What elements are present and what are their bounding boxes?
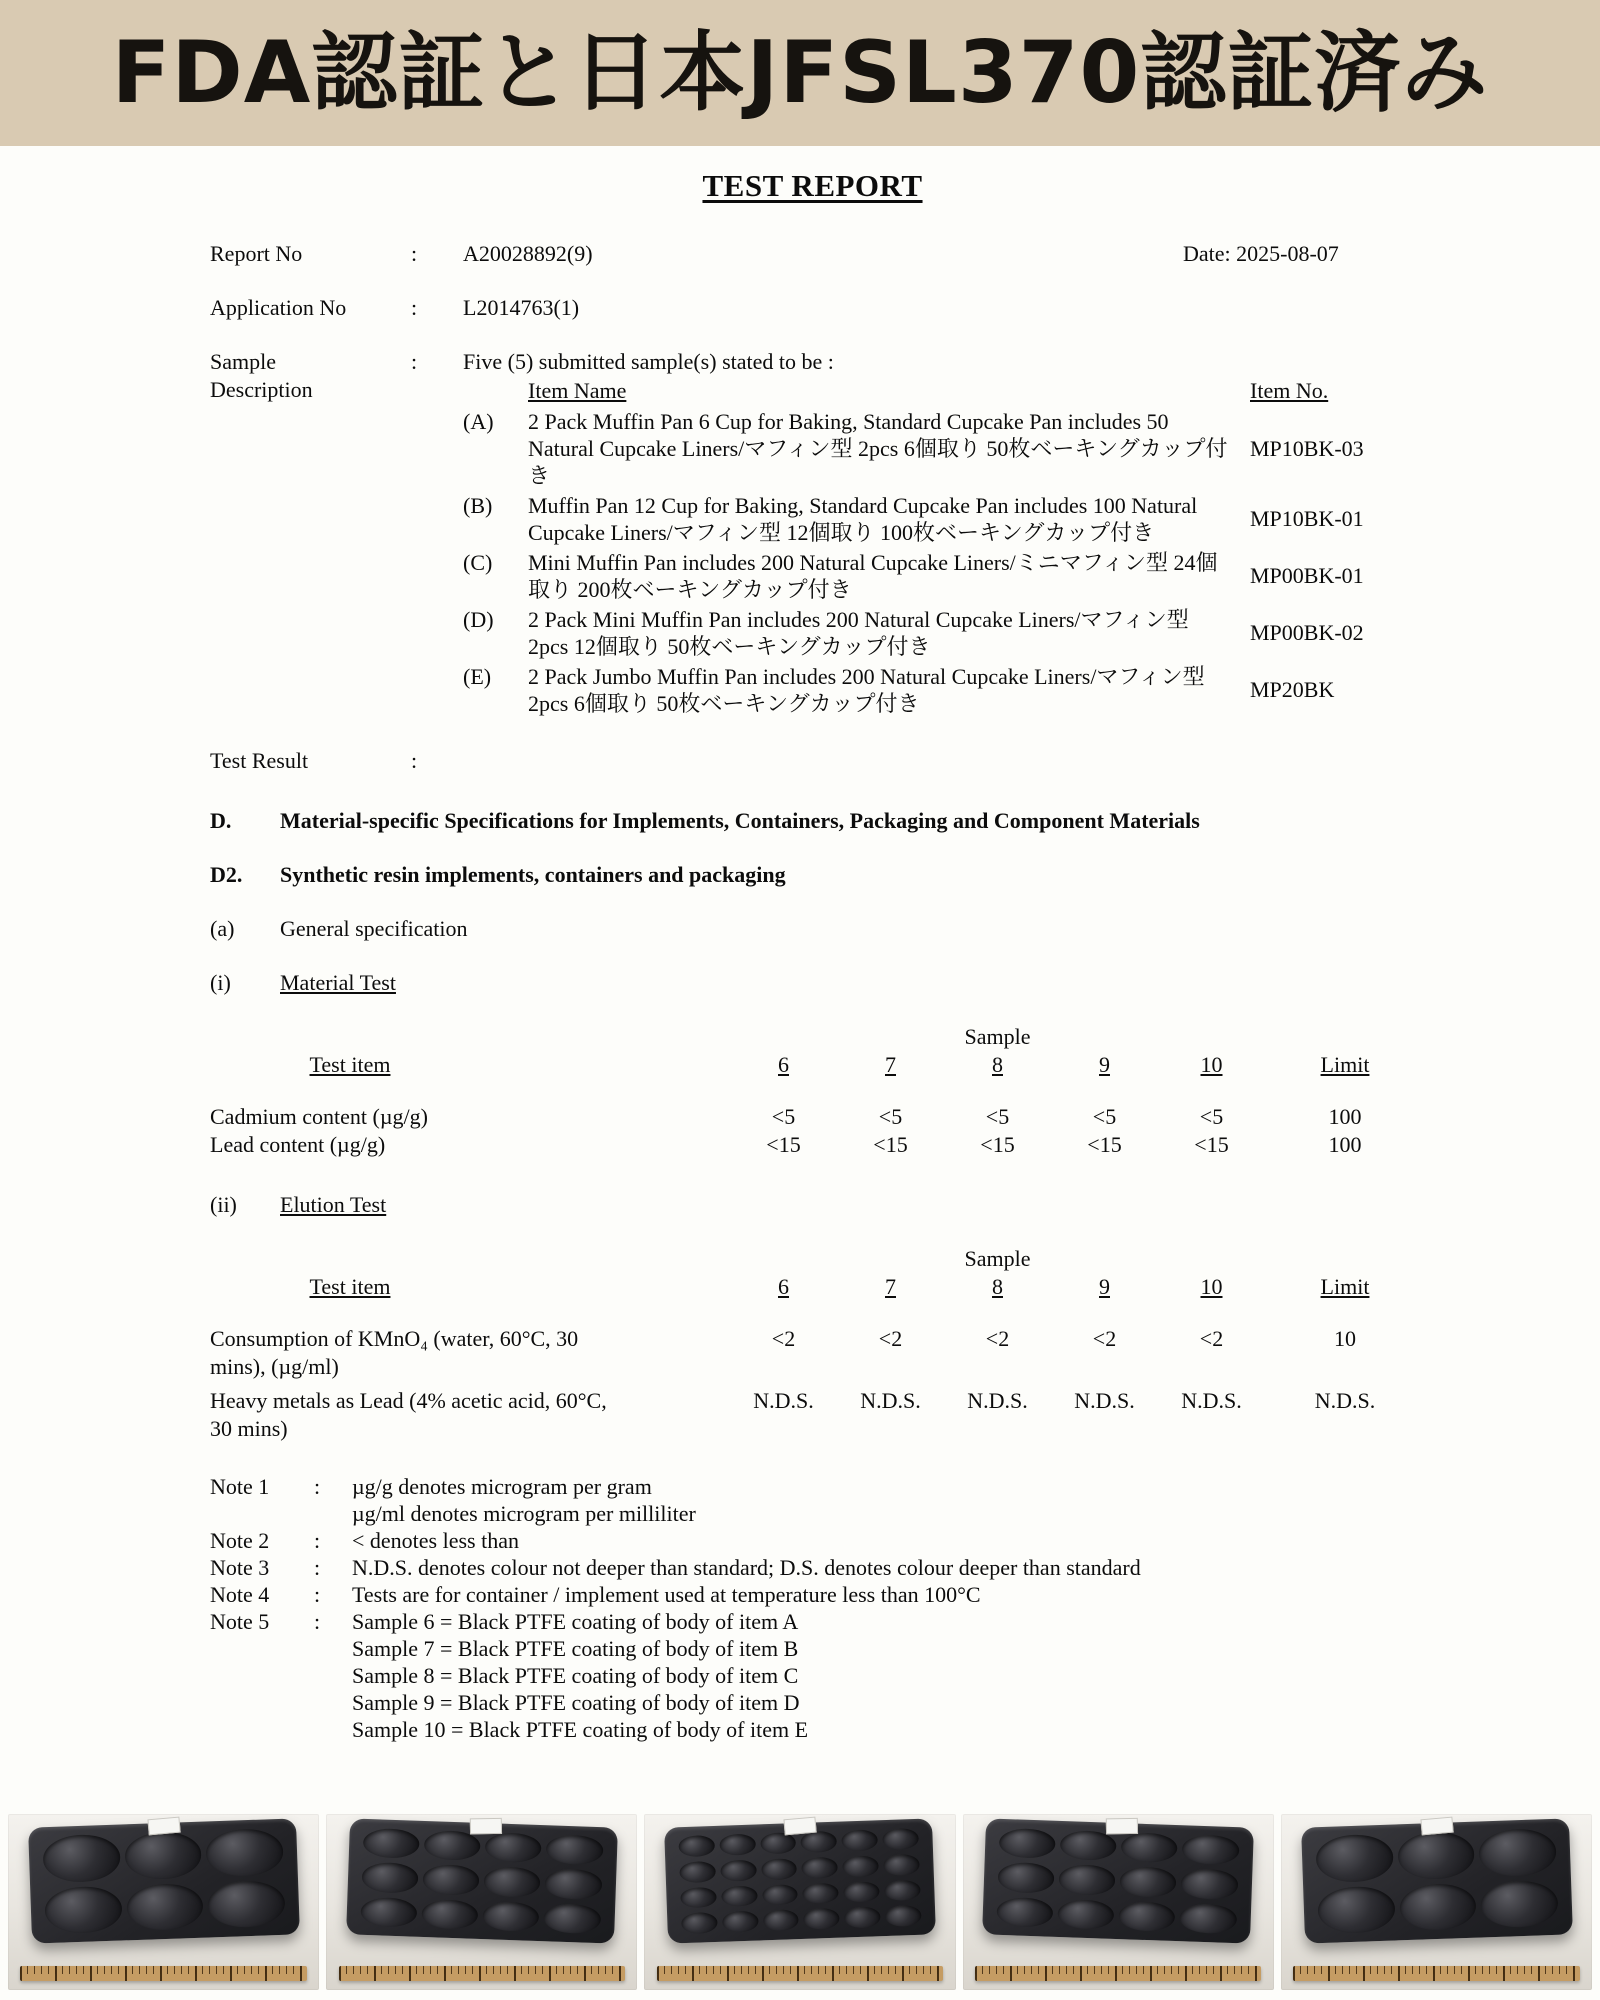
colon: : bbox=[411, 295, 418, 320]
item-letter: (B) bbox=[463, 493, 493, 518]
item-letter: (D) bbox=[463, 607, 494, 632]
item-name: 2 Pack Muffin Pan 6 Cup for Baking, Standard Cupcake Pan includes 50 Natural Cupcake Liners/マフィン型 2pcs 6個取り 50枚ベーキングカップ付き bbox=[528, 409, 1228, 488]
application-no-label: Application No bbox=[210, 295, 347, 320]
elution-test-heading bbox=[210, 1191, 1490, 1219]
col-header-text: 7 bbox=[885, 1052, 896, 1077]
item-name: 2 Pack Jumbo Muffin Pan includes 200 Natural Cupcake Liners/マフィン型 2pcs 6個取り 50枚ベーキングカップ付き bbox=[528, 664, 1205, 716]
sample-description-label bbox=[210, 348, 411, 717]
test-item-cell: Heavy metals as Lead (4% acetic acid, 60°C, 30 mins) bbox=[210, 1388, 607, 1441]
table-spacer bbox=[1265, 1023, 1425, 1051]
note-text bbox=[352, 1554, 1540, 1581]
photo-item-e-jumbo-muffin-pan-6-cup bbox=[1281, 1814, 1592, 1990]
sample-list bbox=[463, 348, 1470, 717]
col-header-text: 8 bbox=[992, 1052, 1003, 1077]
note-4 bbox=[210, 1581, 1540, 1608]
col-header-sample-10 bbox=[1158, 1273, 1265, 1301]
note-label: Note 1 bbox=[210, 1474, 270, 1499]
note-label: Note 4 bbox=[210, 1582, 270, 1607]
photo-item-d-mini-muffin-pan-12-cup bbox=[963, 1814, 1274, 1990]
note-line: N.D.S. denotes colour not deeper than standard; D.S. denotes colour deeper than standard bbox=[352, 1555, 1141, 1580]
section-number: (ii) bbox=[210, 1192, 237, 1217]
col-header-sample-8 bbox=[944, 1273, 1051, 1301]
application-no-row bbox=[210, 294, 1470, 322]
report-no-value: A20028892(9) bbox=[463, 241, 593, 266]
notes-section bbox=[210, 1473, 1600, 1743]
application-no-value: L2014763(1) bbox=[463, 295, 580, 320]
certification-banner bbox=[0, 0, 1600, 146]
item-name: 2 Pack Mini Muffin Pan includes 200 Natural Cupcake Liners/マフィン型 2pcs 12個取り 50枚ベーキングカップ付き bbox=[528, 607, 1189, 659]
col-header-limit bbox=[1265, 1273, 1425, 1301]
report-no-label: Report No bbox=[210, 241, 303, 266]
note-5 bbox=[210, 1608, 1540, 1743]
col-header-sample-7 bbox=[837, 1273, 944, 1301]
label-sticker bbox=[1420, 1817, 1453, 1836]
col-header-sample-7 bbox=[837, 1051, 944, 1079]
sample-label-line1: Sample bbox=[210, 349, 276, 374]
colon: : bbox=[411, 748, 418, 773]
muffin-pan-photo bbox=[28, 1818, 300, 1943]
section-number: D2. bbox=[210, 862, 243, 887]
value-cell: <2 bbox=[878, 1326, 903, 1351]
report-date: Date: 2025-08-07 bbox=[1183, 241, 1339, 266]
colon: : bbox=[314, 1555, 321, 1580]
colon: : bbox=[314, 1474, 321, 1499]
colon: : bbox=[314, 1582, 321, 1607]
sample-item-a bbox=[463, 408, 1463, 489]
note-line: < denotes less than bbox=[352, 1528, 519, 1553]
sample-label-line2: Description bbox=[210, 377, 313, 402]
note-label: Note 5 bbox=[210, 1609, 270, 1634]
col-header-test-item bbox=[210, 1273, 730, 1301]
report-title-wrap bbox=[210, 168, 1415, 204]
muffin-pan-photo bbox=[346, 1818, 618, 1943]
col-header-sample-10 bbox=[1158, 1051, 1265, 1079]
limit-cell: 100 bbox=[1328, 1104, 1362, 1129]
value-cell: <5 bbox=[771, 1104, 796, 1129]
item-letter: (C) bbox=[463, 550, 493, 575]
item-no-header-text: Item No. bbox=[1250, 378, 1329, 403]
value-cell: N.D.S. bbox=[1181, 1388, 1242, 1413]
colon: : bbox=[314, 1609, 321, 1634]
col-header-text: Limit bbox=[1320, 1274, 1370, 1299]
muffin-cups bbox=[360, 1828, 603, 1934]
col-header-text: 10 bbox=[1200, 1274, 1223, 1299]
item-letter: (E) bbox=[463, 664, 492, 689]
test-report-document bbox=[0, 168, 1600, 1743]
section-a-heading bbox=[210, 915, 1490, 943]
photo-item-b-muffin-pan-12-cup bbox=[326, 1814, 637, 1990]
ruler bbox=[1293, 1966, 1579, 1981]
section-number: D. bbox=[210, 808, 232, 833]
label-sticker bbox=[784, 1817, 817, 1836]
note-label: Note 3 bbox=[210, 1555, 270, 1580]
photo-item-c-mini-muffin-pan-24-cup bbox=[644, 1814, 955, 1990]
col-header-test-item bbox=[210, 1051, 730, 1079]
col-header-sample-9 bbox=[1051, 1273, 1158, 1301]
value-cell: N.D.S. bbox=[967, 1388, 1028, 1413]
material-test-table bbox=[210, 1023, 1425, 1159]
section-d2-heading bbox=[210, 861, 1490, 889]
col-header-sample-8 bbox=[944, 1051, 1051, 1079]
ruler bbox=[339, 1966, 625, 1981]
sample-photos-strip bbox=[0, 1814, 1600, 2000]
label-sticker bbox=[470, 1818, 502, 1835]
test-item-cell: Consumption of KMnO₄ (water, 60°C, 30 mins), (µg/ml) bbox=[210, 1326, 579, 1379]
value-cell: <15 bbox=[766, 1132, 801, 1157]
ruler bbox=[20, 1966, 306, 1981]
col-header-text: 6 bbox=[778, 1274, 789, 1299]
muffin-pan-photo bbox=[982, 1818, 1254, 1943]
test-result-row bbox=[210, 747, 1470, 775]
limit-cell: N.D.S. bbox=[1314, 1388, 1376, 1413]
elution-test-title-text: Elution Test bbox=[280, 1192, 387, 1217]
col-header-text: 8 bbox=[992, 1274, 1003, 1299]
test-result-label: Test Result bbox=[210, 748, 309, 773]
banner-title: FDA認証と日本JFSL370認証済み bbox=[111, 23, 1489, 123]
value-cell: N.D.S. bbox=[860, 1388, 921, 1413]
item-no: MP00BK-01 bbox=[1250, 563, 1364, 588]
col-header-sample-6 bbox=[730, 1051, 837, 1079]
sample-group-header: Sample bbox=[964, 1246, 1031, 1271]
section-title bbox=[280, 969, 1490, 997]
items-header-row bbox=[463, 377, 1463, 405]
value-cell: <2 bbox=[771, 1326, 796, 1351]
value-cell: <5 bbox=[878, 1104, 903, 1129]
note-line: µg/ml denotes microgram per milliliter bbox=[352, 1501, 696, 1526]
material-test-heading bbox=[210, 969, 1490, 997]
note-2 bbox=[210, 1527, 1540, 1554]
ruler bbox=[975, 1966, 1261, 1981]
test-result-value bbox=[463, 747, 1470, 775]
report-no-row bbox=[210, 240, 1470, 268]
value-cell: <15 bbox=[1194, 1132, 1229, 1157]
ruler bbox=[657, 1966, 943, 1981]
item-no: MP10BK-03 bbox=[1250, 435, 1364, 461]
value-cell: <2 bbox=[985, 1326, 1010, 1351]
table-spacer bbox=[1265, 1245, 1425, 1273]
note-line: Sample 7 = Black PTFE coating of body of item B bbox=[352, 1636, 799, 1661]
material-test-title-text: Material Test bbox=[280, 970, 396, 995]
value-cell: <15 bbox=[980, 1132, 1015, 1157]
col-header-text: 7 bbox=[885, 1274, 896, 1299]
muffin-cups bbox=[997, 1828, 1240, 1934]
muffin-cups bbox=[42, 1828, 285, 1934]
section-d-heading bbox=[210, 807, 1490, 835]
muffin-pan-photo bbox=[664, 1818, 936, 1943]
label-sticker bbox=[1107, 1818, 1139, 1835]
value-cell: N.D.S. bbox=[1074, 1388, 1135, 1413]
col-header-text: 9 bbox=[1099, 1274, 1110, 1299]
note-1 bbox=[210, 1473, 1540, 1527]
note-label: Note 2 bbox=[210, 1528, 270, 1553]
col-header-text: Limit bbox=[1320, 1052, 1370, 1077]
value-cell: <15 bbox=[873, 1132, 908, 1157]
note-line: Sample 9 = Black PTFE coating of body of item D bbox=[352, 1690, 800, 1715]
value-cell: <5 bbox=[1199, 1104, 1224, 1129]
section-title bbox=[280, 1191, 1490, 1219]
value-cell: <5 bbox=[985, 1104, 1010, 1129]
value-cell: <5 bbox=[1092, 1104, 1117, 1129]
item-no: MP10BK-01 bbox=[1250, 506, 1364, 531]
section-title: Synthetic resin implements, containers and packaging bbox=[280, 862, 786, 887]
sample-group-header: Sample bbox=[964, 1024, 1031, 1049]
muffin-cups bbox=[679, 1828, 922, 1934]
col-header-text: 9 bbox=[1099, 1052, 1110, 1077]
note-line: Sample 6 = Black PTFE coating of body of item A bbox=[352, 1609, 799, 1634]
note-line: Sample 8 = Black PTFE coating of body of item C bbox=[352, 1663, 799, 1688]
col-header-limit bbox=[1265, 1051, 1425, 1079]
test-item-cell: Lead content (µg/g) bbox=[210, 1132, 386, 1157]
item-letter: (A) bbox=[463, 409, 494, 434]
value-cell: <2 bbox=[1199, 1326, 1224, 1351]
col-header-text: 6 bbox=[778, 1052, 789, 1077]
item-no-header bbox=[1228, 377, 1463, 405]
sample-item-d bbox=[463, 606, 1463, 660]
table-spacer bbox=[210, 1245, 730, 1273]
report-title: TEST REPORT bbox=[702, 168, 923, 203]
value-cell: <15 bbox=[1087, 1132, 1122, 1157]
sample-item-e bbox=[463, 663, 1463, 717]
item-name-header bbox=[528, 377, 1228, 405]
photo-item-a-muffin-pan-6-cup bbox=[8, 1814, 319, 1990]
sample-item-c bbox=[463, 549, 1463, 603]
col-header-sample-9 bbox=[1051, 1051, 1158, 1079]
section-number: (a) bbox=[210, 916, 235, 941]
limit-cell: 10 bbox=[1334, 1326, 1356, 1351]
sample-description-row bbox=[210, 348, 1470, 717]
colon: : bbox=[314, 1528, 321, 1553]
elution-test-table bbox=[210, 1245, 1425, 1443]
note-line: Tests are for container / implement used at temperature less than 100°C bbox=[352, 1582, 981, 1607]
note-line: µg/g denotes microgram per gram bbox=[352, 1474, 652, 1499]
colon: : bbox=[411, 349, 418, 374]
value-cell: N.D.S. bbox=[753, 1388, 814, 1413]
col-header-text: Test item bbox=[309, 1274, 391, 1299]
item-name: Mini Muffin Pan includes 200 Natural Cupcake Liners/ミニマフィン型 24個取り 200枚ベーキングカップ付き bbox=[528, 550, 1218, 602]
section-title: General specification bbox=[280, 916, 468, 941]
section-title: Material-specific Specifications for Implements, Containers, Packaging and Component Materials bbox=[280, 808, 1200, 833]
muffin-pan-photo bbox=[1301, 1818, 1573, 1943]
muffin-cups bbox=[1315, 1828, 1558, 1934]
note-text bbox=[352, 1608, 1540, 1743]
sample-intro: Five (5) submitted sample(s) stated to be : bbox=[463, 349, 834, 374]
value-cell: <2 bbox=[1092, 1326, 1117, 1351]
col-header-text: 10 bbox=[1200, 1052, 1223, 1077]
table-spacer bbox=[210, 1023, 730, 1051]
col-header-text: Test item bbox=[309, 1052, 391, 1077]
note-text bbox=[352, 1527, 1540, 1554]
test-item-cell: Cadmium content (µg/g) bbox=[210, 1104, 428, 1129]
note-line: Sample 10 = Black PTFE coating of body of item E bbox=[352, 1717, 809, 1742]
note-text bbox=[352, 1581, 1540, 1608]
label-sticker bbox=[148, 1817, 181, 1836]
note-text bbox=[352, 1473, 1540, 1527]
item-name: Muffin Pan 12 Cup for Baking, Standard Cupcake Pan includes 100 Natural Cupcake Liners/マフィン型 12個取り 100枚ベーキングカップ付き bbox=[528, 493, 1198, 545]
colon: : bbox=[411, 241, 418, 266]
item-no: MP20BK bbox=[1250, 677, 1335, 702]
item-no: MP00BK-02 bbox=[1250, 620, 1364, 645]
section-number: (i) bbox=[210, 970, 231, 995]
col-header-sample-6 bbox=[730, 1273, 837, 1301]
sample-item-b bbox=[463, 492, 1463, 546]
items-header-spacer bbox=[463, 377, 528, 405]
limit-cell: 100 bbox=[1328, 1132, 1362, 1157]
item-name-header-text: Item Name bbox=[528, 378, 627, 403]
note-3 bbox=[210, 1554, 1540, 1581]
